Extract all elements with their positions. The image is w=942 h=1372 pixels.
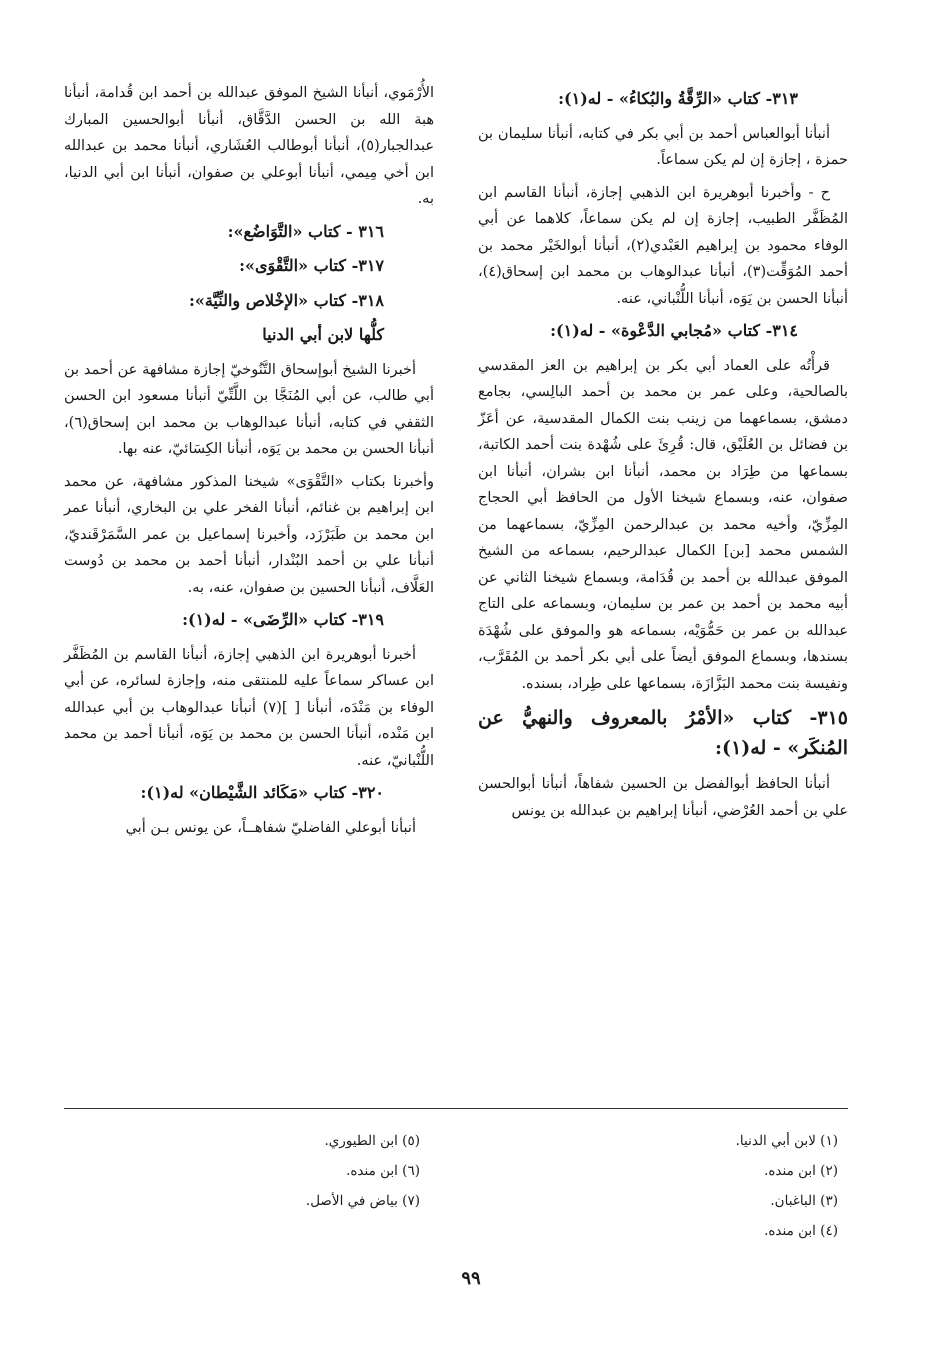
- paragraph-continued: الأُرْمَوي، أنبأنا الشيخ الموفق عبدالله بن أحمد ابن قُدامة، أنبأنا هبة الله بن الحسن الدَّقَّاق، أنبأنا أبوالحسين المبارك عبدالجبار(٥)، أنبأنا أبوطالب العُشَاري، أنبأنا محمد بن عبدالله ابن أخي مِيمي، أنبأنا أبوعلي بن صفوان، أنبأنا ابن أبي الدنيا، به.: [64, 85, 434, 207]
- paragraph-all-1: أخبرنا الشيخ أبوإسحاق التَّنُوخيّ إجازة مشافهة عن أحمد بن أبي طالب، عن أبي المُنَجَّا بن اللَّتِّيّ أنبأنا مسعود ابن الحسن الثقفي في كتابه، أنبأنا عبدالوهاب بن محمد ابن إسحاق(٦)، أنبأنا الحسن بن محمد بن يَوَه، أنبأنا الكِسَائيّ، عنه بها.: [64, 361, 434, 457]
- footnote-6: (٦) ابن منده.: [346, 1163, 420, 1179]
- heading-313: ٣١٣- كتاب «الرِّقَّةُ والبُكاءُ» - له(١):: [558, 89, 798, 108]
- footnote-3: (٣) الباغبان.: [770, 1193, 838, 1209]
- paragraph-319: أخبرنا أبوهريرة ابن الذهبي إجازة، أنبأنا القاسم بن المُظَفَّر ابن عساكر سماعاً عليه للمنتقى منه، وإجازة لسائره، عن أبي الوفاء بن مَنْدَه، أنبأنا [ ](٧) أنبأنا عبدالوهاب بن أبي عبدالله ابن مَنْده، أنبأنا الحسن بن محمد بن يَوَه، أنبأنا أحمد بن محمد اللُّنْبانيّ، عنه.: [64, 646, 434, 769]
- footnote-7: (٧) بياض في الأصل.: [305, 1193, 420, 1209]
- heading-320: ٣٢٠- كتاب «مَكَائد الشَّيْطان» له(١):: [140, 783, 384, 802]
- heading-317: ٣١٧- كتاب «التَّقْوَى»:: [239, 256, 384, 275]
- heading-314: ٣١٤- كتاب «مُجابي الدَّعْوة» - له(١):: [550, 321, 798, 340]
- heading-318: ٣١٨- كتاب «الإخْلاص والنِّيَّة»:: [188, 290, 384, 310]
- paragraph-313-2: ح - وأخبرنا أبوهريرة ابن الذهبي إجازة، أنبأنا القاسم ابن المُظَفَّر الطبيب، إجازة إن لم يكن سماعاً، كلاهما عن أبي الوفاء محمود بن إبراهيم العَبْدي(٢)، أنبأنا أبوالخَيْر محمد بن أحمد المُوَقِّت(٣)، أنبأنا عبدالوهاب بن محمد ابن إسحاق(٤)، أنبأنا الحسن بن يَوَه، أنبأنا اللُّنْباني، عنه.: [478, 184, 848, 307]
- paragraph-all-2: وأخبرنا بكتاب «التَّقْوَى» شيخنا المذكور مشافهة، عن محمد ابن إبراهيم بن غنائم، أنبأنا الفخر علي بن البخاري، أنبأنا عمر ابن محمد بن طَبَرْزَد، وأخبرنا إسماعيل بن عمر السَّمَرْقَنديّ، أنبأنا علي بن أحمد البُنْدار، أنبأنا أحمد بن محمد بن دُوست العَلَّاف، أنبأنا الحسين بن صفوان، عنه، به.: [64, 473, 434, 596]
- footnotes-left: [70, 1126, 430, 1216]
- footnote-2: (٢) ابن منده.: [764, 1163, 838, 1179]
- right-column: [478, 80, 848, 830]
- footnote-4: (٤) ابن منده.: [764, 1223, 838, 1239]
- heading-all-ibn-abi-dunya: كلُّها لابن أبي الدنيا: [262, 325, 384, 344]
- footnote-separator: [64, 1108, 848, 1109]
- heading-316: ٣١٦ - كتاب «التَّوَاضُع»:: [227, 221, 384, 241]
- footnotes-right: [488, 1126, 848, 1246]
- footnote-1: (١) لابن أبي الدنيا.: [735, 1133, 838, 1149]
- paragraph-315: أنبأنا الحافظ أبوالفضل بن الحسين شفاهاً، أنبأنا أبوالحسن علي بن أحمد العُرْضي، أنبأنا إبراهيم بن عبدالله بن يونس: [478, 776, 848, 819]
- heading-315: ٣١٥- كتاب «الأمْرُ بالمعروف والنهيُّ عن المُنكَر» - له(١):: [478, 707, 848, 759]
- paragraph-313-1: أنبأنا أبوالعباس أحمد بن أبي بكر في كتابه، أنبأنا سليمان بن حمزة ، إجازة إن لم يكن سماعاً.: [478, 125, 848, 168]
- paragraph-314: قرأْتُه على العماد أبي بكر بن إبراهيم بن العز المقدسي بالصالحية، وعلى عمر بن محمد بن أحمد البالِسي، بجامع دمشق، بسماعهما من زينب بنت الكمال المقدسية، عن أعَزّ بن فضائل بن العُلَيْق، قال: قُرِئَ على شُهْدة بنت أحمد الكاتبة، بسماعها من طِرَاد بن محمد، أنبأنا ابن بشران، أنبأنا ابن صفوان، عنه، وبسماع شيخنا الأول من الحافظ أبي الحجاج المِزِّيّ، وأخيه محمد بن عبدالرحمن المِزِّيّ، بسماعهما من الشمس محمد [بن] الكمال عبدالرحيم، بسماعه من الشيخ الموفق عبدالله بن أحمد بن قُدَامة، وبسماع شيخنا الثاني عن أبيه محمد بن أحمد بن عمر بن سليمان، وبسماعه على التاج عبدالله بن عمر بن حَمُّوَيْه، بسماعه هو والموفق على شُهْدَة بسندها، وبسماع الموفق أيضاً على أبي بكر أحمد بن المُقَرَّب، ونفيسة بنت محمد البَزَّازَة، بسماعها على طِراد، بسنده.: [478, 357, 848, 692]
- page-number: ٩٩: [461, 1268, 481, 1289]
- footnote-5: (٥) ابن الطيوري.: [324, 1133, 420, 1149]
- left-column: [64, 80, 434, 847]
- heading-319: ٣١٩- كتاب «الرِّضَى» - له(١):: [182, 610, 384, 629]
- paragraph-320: أنبأنا أبوعلي الفاضليّ شفاهــاً، عن يونس بـن أبي: [125, 819, 416, 836]
